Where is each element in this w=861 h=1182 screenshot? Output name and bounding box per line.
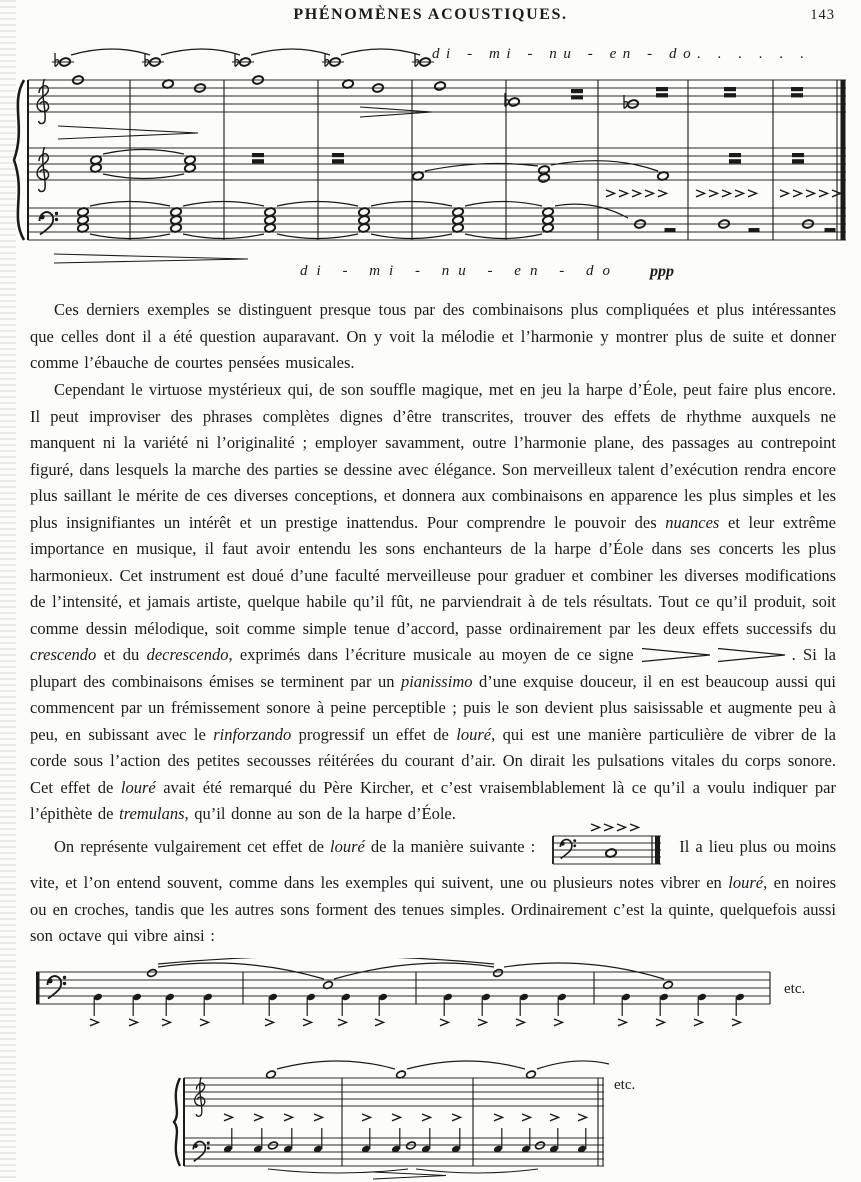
bass-clef [40,212,59,235]
ties [158,958,664,979]
bass-clef [48,976,67,999]
treble-clef [37,79,48,124]
treble-clef [195,1077,205,1116]
staff-lines [184,1078,604,1166]
bass-quarter-notes [223,1128,587,1153]
dynamic-ppp: ppp [650,263,674,280]
paragraph-2-text [30,377,836,828]
paragraph-1-text: Ces derniers exemples se distinguent presque tous par des combinaisons plus compliquées et plus intéressantes que celles dont il a été question auparavant. On y voit la mélodie et l’harmonie y montrer plus de suite et donner comme l’ébauche de courtes pensées musicales. [30,300,836,372]
bass-clef [193,1141,209,1161]
loure-example-bass-staff [28,958,833,1042]
brace [14,80,24,240]
loure-inline-score [549,822,671,870]
accent-marks [606,190,841,197]
slurs [277,1061,609,1069]
accent-marks [591,824,639,831]
high-notes-with-flats [52,53,434,67]
lyrics-above: di - mi - nu - en - do. . . . . . [432,46,804,62]
ties-below [268,1169,538,1179]
paragraph-3-text [30,822,836,950]
staff3-notes [77,190,840,239]
brace [174,1078,180,1166]
bass-clef [561,839,577,858]
treble-clef [37,147,48,192]
slurs-above [71,49,420,55]
paragraph-3 [30,822,836,950]
staff2-notes [90,150,804,183]
loure-example-grand-staff [168,1048,743,1180]
accent-marks [224,1114,587,1121]
etc-label: etc. [784,981,806,997]
paragraph-2 [30,377,836,828]
staff-lines [28,80,846,240]
top-score-system [8,42,853,290]
paragraph-2-part-a: Cependant le virtuose mystérieux qui, de son souffle magique, met en jeu la harpe d’Éole, peut faire plus encore. Il peut improviser des phrases complètes dignes d’être transcrites, trouver des effets de rhythme auxquels ne manquent ni la variété ni l’originalité ; employer savamment, outre l’harmonie plane, des passages au contrepoint figuré, dans lesquels la marche des parties se dessine avec élégance. Son merveilleux talent d’exécution rendra encore plus saillant le mérite de ces diverses conceptions, et donnera aux combinaisons en apparence les plus simples et les plus insignifiantes un intérêt et un prestige inattendus. Pour comprendre le pouvoir des nuances et leur extrême importance en musique, il faut avoir entendu les sons enchanteurs de la harpe d’Éole dans ses concerts les plus harmonieux. Cet instrument est doué d’une faculté merveilleuse pour graduer et combiner les diverses modifications de l’intensité, et jamais artiste, quelque habile qu’il fût, ne parviendrait à de tels résultats. Tout ce qu’il produit, soit comme dessin mélodique, soit comme simple tenue d’accord, passe ordinairement par les deux effets successifs du crescendo et du decrescendo, exprimés dans l’écriture musicale au moyen de ce signe [30,380,836,664]
etc-label: etc. [614,1077,636,1093]
lyrics-below: di - mi - nu - en - do [300,263,610,279]
page-title: PHÉNOMÈNES ACOUSTIQUES. [293,6,568,23]
paragraph-2-part-b: . Si la plupart des combinaisons émises se terminent par un pianissimo d’une exquise douceur, il en est beaucoup aussi qui commencent par un frémissement sonore à peine perceptible ; puis le son devient plus saisissable et augmente peu à peu, en subissant avec le rinforzando progressif un effet de louré, qui est une manière particulière de vibrer de la corde sous l’action des petites secousses réitérées du courant d’air. On dirait les pulsations vitales du corps sonore. Cet effet de louré avait été remarqué du Père Kircher, et c’est vraisemblablement là ce qu’il a voulu indiquer par l’épithète de tremulans, qu’il donne au son de la harpe d’Éole. [30,645,836,823]
paragraph-3-part-b: Il a lieu plus ou moins vite, et l’on entend souvent, comme dans les exemples qui suivent, une ou plusieurs notes vibrer en louré, en noires ou en croches, tandis que les autres sons forment des tenues simples. Ordinairement c’est la quinte, quelquefois aussi son octave qui vibre ainsi : [30,837,837,945]
crescendo-decrescendo-sign [638,647,788,663]
paragraph-3-part-a: On représente vulgairement cet effet de louré de la manière suivante : [54,837,542,856]
accent-marks [90,1019,741,1026]
paragraph-1 [30,297,836,377]
hairpin-below [54,254,248,263]
page-number: 143 [810,7,835,23]
barlines [184,1078,603,1166]
